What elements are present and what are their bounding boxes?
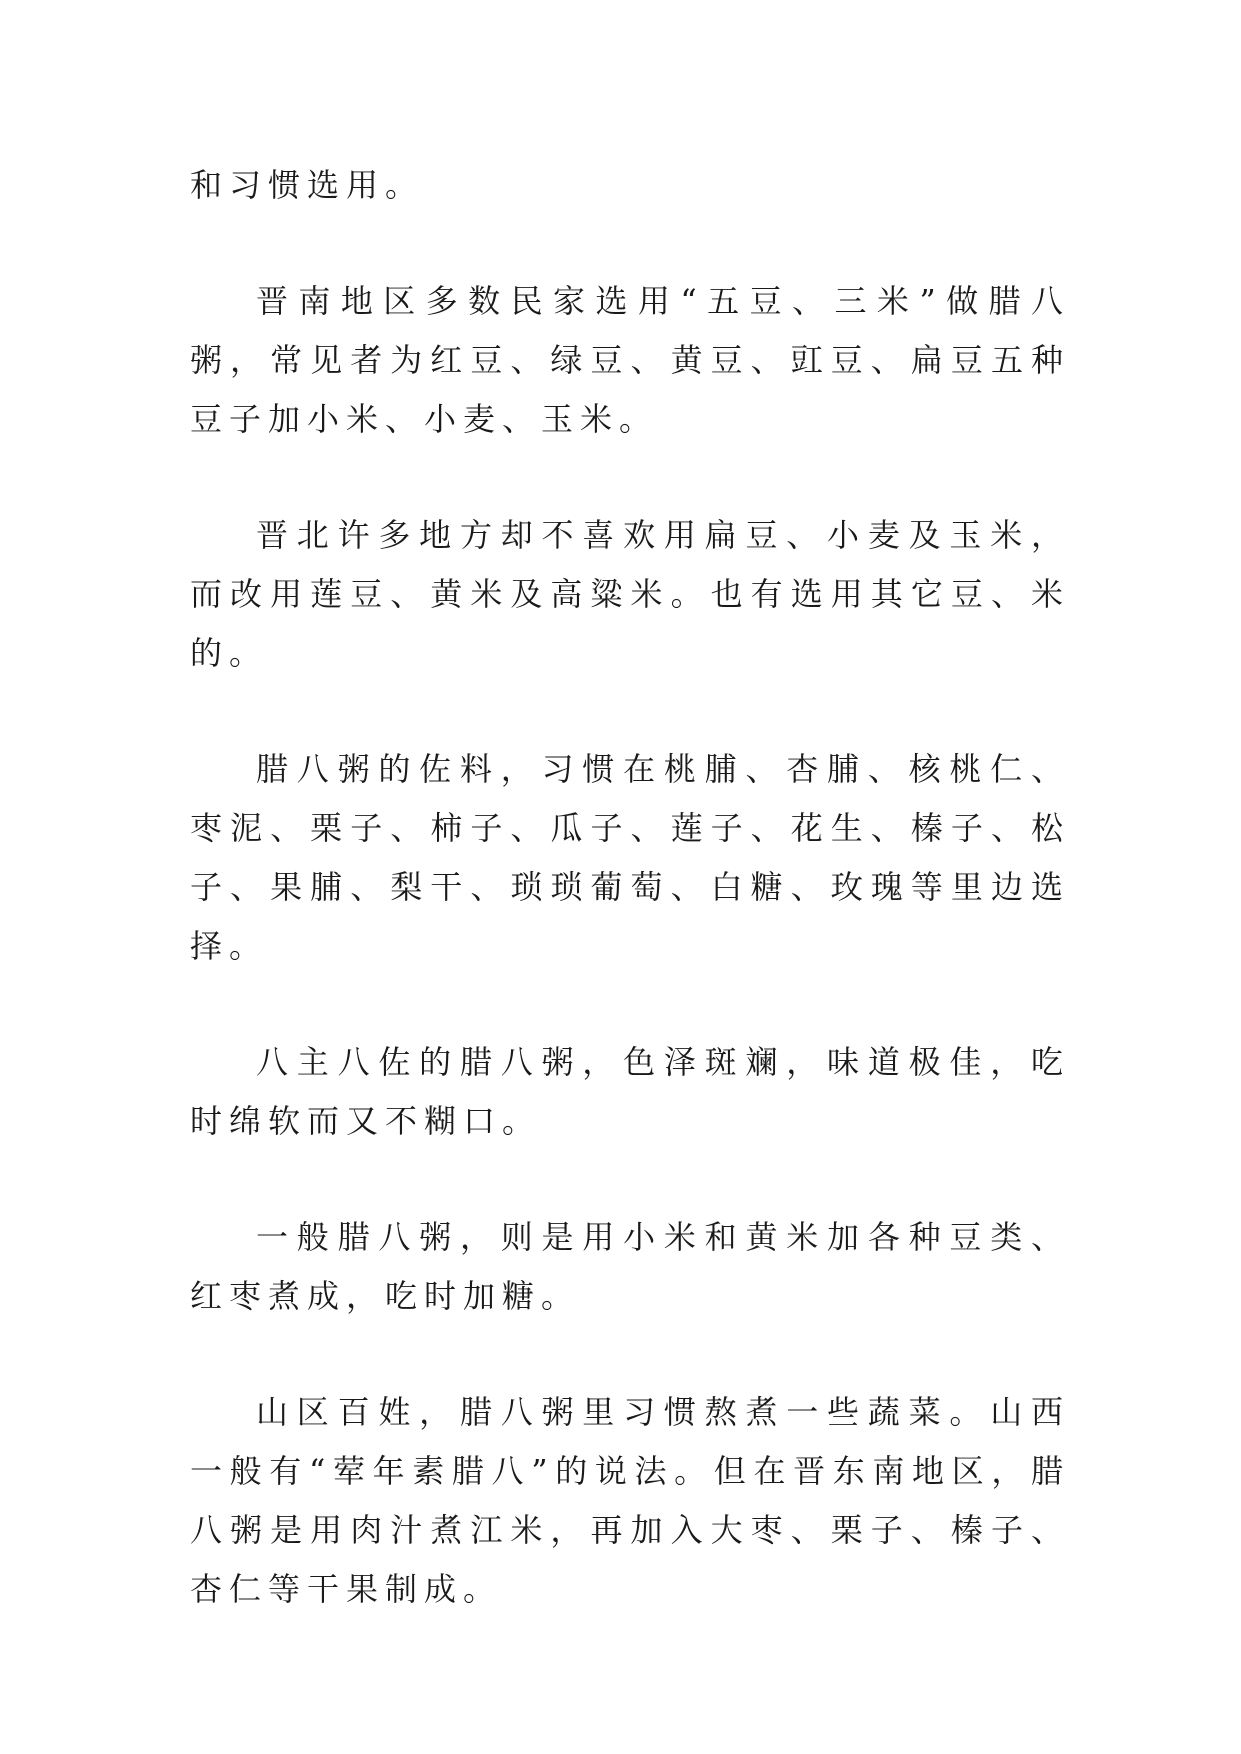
- document-body: [190, 156, 1070, 1676]
- paragraph-general: 一般腊八粥，则是用小米和黄米加各种豆类、红枣煮成，吃时加糖。: [190, 1218, 1070, 1315]
- paragraph-bazhu-bazuo: 八主八佐的腊八粥，色泽斑斓，味道极佳，吃时绵软而又不糊口。: [190, 1043, 1070, 1140]
- paragraph-ingredients: 腊八粥的佐料，习惯在桃脯、杏脯、核桃仁、枣泥、栗子、柿子、瓜子、莲子、花生、榛子、松子、果脯、梨干、琐琐葡萄、白糖、玫瑰等里边选择。: [190, 750, 1070, 965]
- paragraph-jinbei: 晋北许多地方却不喜欢用扁豆、小麦及玉米，而改用莲豆、黄米及高粱米。也有选用其它豆、米的。: [190, 516, 1070, 672]
- paragraph-mountain-area: 山区百姓，腊八粥里习惯熬煮一些蔬菜。山西一般有“荤年素腊八”的说法。但在晋东南地区，腊八粥是用肉汁煮江米，再加入大枣、栗子、榛子、杏仁等干果制成。: [190, 1393, 1070, 1608]
- paragraph-jinnan: 晋南地区多数民家选用“五豆、三米”做腊八粥，常见者为红豆、绿豆、黄豆、豇豆、扁豆五种豆子加小米、小麦、玉米。: [190, 282, 1070, 438]
- paragraph-continuation: 和习惯选用。: [190, 166, 425, 204]
